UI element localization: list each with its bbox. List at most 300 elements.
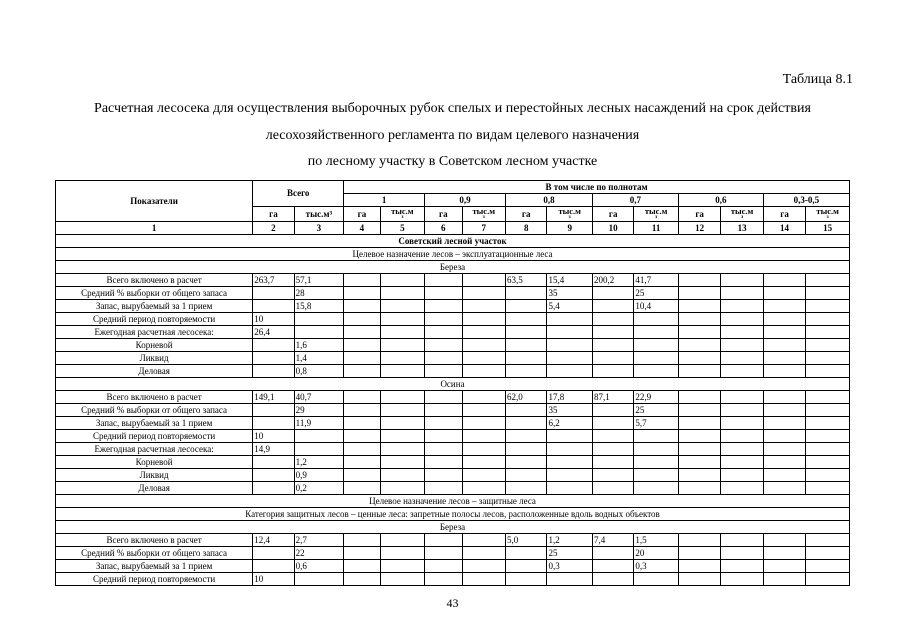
table-row	[56, 443, 850, 456]
table-row	[56, 469, 850, 482]
table-row	[56, 417, 850, 430]
section-species-birch-label: Береза	[56, 261, 850, 274]
table-cell: 22,9	[634, 391, 678, 404]
table-cell	[344, 547, 380, 560]
table-cell	[592, 560, 633, 573]
table-cell	[721, 287, 763, 300]
table-cell	[380, 482, 424, 495]
table-row	[56, 404, 850, 417]
table-cell	[380, 443, 424, 456]
header-density-3: 0,7	[592, 194, 678, 207]
row-label: Запас, вырубаемый за 1 прием	[56, 417, 253, 430]
row-label: Всего включено в расчет	[56, 391, 253, 404]
column-number: 9	[547, 222, 593, 235]
table-cell	[721, 534, 763, 547]
table-cell	[721, 443, 763, 456]
table-cell	[721, 430, 763, 443]
table-cell	[678, 287, 720, 300]
table-cell	[678, 326, 720, 339]
table-cell	[462, 391, 505, 404]
table-cell	[678, 443, 720, 456]
table-cell	[806, 417, 850, 430]
table-cell	[505, 326, 546, 339]
table-row	[56, 274, 850, 287]
table-cell	[721, 573, 763, 586]
table-cell	[806, 352, 850, 365]
table-row	[56, 560, 850, 573]
table-cell	[592, 326, 633, 339]
table-cell	[678, 391, 720, 404]
header-unit-ha: га	[592, 207, 633, 222]
table-cell	[462, 326, 505, 339]
table-cell	[344, 560, 380, 573]
column-number: 6	[425, 222, 462, 235]
table-cell	[763, 469, 805, 482]
table-cell	[763, 534, 805, 547]
column-number: 7	[462, 222, 505, 235]
table-cell: 14,9	[253, 443, 294, 456]
row-label: Средний период повторяемости	[56, 430, 253, 443]
column-number: 14	[763, 222, 805, 235]
table-cell	[763, 313, 805, 326]
header-unit-volume	[634, 207, 678, 222]
table-row	[56, 287, 850, 300]
table-cell: 25	[634, 404, 678, 417]
header-total: Всего	[253, 181, 344, 207]
column-number: 1	[56, 222, 253, 235]
row-label: Деловая	[56, 482, 253, 495]
unit-volume-sub: з	[826, 215, 829, 220]
table-cell	[634, 469, 678, 482]
table-cell	[253, 300, 294, 313]
table-cell	[806, 274, 850, 287]
table-cell	[634, 456, 678, 469]
table-row	[56, 352, 850, 365]
table-cell	[425, 534, 462, 547]
table-cell	[678, 573, 720, 586]
table-cell: 35	[547, 287, 593, 300]
table-cell	[253, 482, 294, 495]
table-cell	[547, 352, 593, 365]
table-cell	[380, 573, 424, 586]
table-cell	[721, 365, 763, 378]
table-cell	[505, 456, 546, 469]
table-row	[56, 482, 850, 495]
table-row	[56, 456, 850, 469]
table-cell	[253, 287, 294, 300]
table-cell	[634, 326, 678, 339]
unit-volume-main: тыс.м	[816, 206, 839, 216]
table-cell	[592, 573, 633, 586]
column-number: 4	[344, 222, 380, 235]
table-cell	[592, 430, 633, 443]
table-cell	[505, 469, 546, 482]
table-cell	[425, 560, 462, 573]
table-cell	[425, 313, 462, 326]
table-cell: 28	[294, 287, 344, 300]
row-label: Ликвид	[56, 352, 253, 365]
table-cell	[634, 482, 678, 495]
table-cell: 20	[634, 547, 678, 560]
table-cell: 15,8	[294, 300, 344, 313]
table-cell	[425, 391, 462, 404]
header-unit-ha: га	[344, 207, 380, 222]
table-cell	[380, 339, 424, 352]
table-cell	[763, 482, 805, 495]
table-cell	[462, 443, 505, 456]
table-cell: 62,0	[505, 391, 546, 404]
table-cell	[592, 456, 633, 469]
header-unit-volume	[462, 207, 505, 222]
unit-volume-text	[645, 207, 668, 220]
table-cell: 0,6	[294, 560, 344, 573]
unit-volume-sub: з	[568, 215, 571, 220]
table-cell	[592, 482, 633, 495]
section-species-aspen	[56, 378, 850, 391]
table-cell: 87,1	[592, 391, 633, 404]
section-purpose-exploitation-label: Целевое назначение лесов – эксплуатационные леса	[56, 248, 850, 261]
table-cell: 5,0	[505, 534, 546, 547]
table-cell	[425, 469, 462, 482]
table-cell	[806, 300, 850, 313]
table-cell: 2,7	[294, 534, 344, 547]
table-cell	[763, 430, 805, 443]
table-cell	[462, 300, 505, 313]
table-cell	[721, 391, 763, 404]
table-cell	[505, 573, 546, 586]
table-cell	[505, 339, 546, 352]
table-cell	[634, 339, 678, 352]
table-cell: 7,4	[592, 534, 633, 547]
row-label: Средний % выборки от общего запаса	[56, 404, 253, 417]
unit-volume-text	[391, 207, 414, 220]
table-cell	[294, 313, 344, 326]
section-species-aspen-label: Осина	[56, 378, 850, 391]
table-cell	[253, 404, 294, 417]
table-cell: 149,1	[253, 391, 294, 404]
table-cell	[462, 313, 505, 326]
table-cell	[505, 443, 546, 456]
header-unit-ha: га	[505, 207, 546, 222]
table-cell: 0,9	[294, 469, 344, 482]
table-cell	[806, 430, 850, 443]
table-cell	[763, 560, 805, 573]
unit-volume-text	[816, 207, 839, 220]
table-cell	[425, 547, 462, 560]
table-cell	[763, 547, 805, 560]
unit-volume-main: тыс.м	[644, 206, 668, 216]
table-cell	[380, 430, 424, 443]
header-unit-volume	[721, 207, 763, 222]
table-cell	[592, 352, 633, 365]
table-cell	[763, 417, 805, 430]
table-cell: 57,1	[294, 274, 344, 287]
row-label: Запас, вырубаемый за 1 прием	[56, 300, 253, 313]
table-cell	[380, 534, 424, 547]
table-cell	[380, 391, 424, 404]
column-number-row	[56, 222, 850, 235]
header-density-5: 0,3-0,5	[763, 194, 849, 207]
table-cell	[380, 417, 424, 430]
row-label: Деловая	[56, 365, 253, 378]
table-cell	[294, 326, 344, 339]
table-cell	[806, 313, 850, 326]
table-cell	[634, 352, 678, 365]
header-by-density: В том числе по полнотам	[344, 181, 850, 194]
table-cell	[678, 482, 720, 495]
header-density-0: 1	[344, 194, 425, 207]
table-cell: 200,2	[592, 274, 633, 287]
row-label: Ежегодная расчетная лесосека:	[56, 326, 253, 339]
table-cell	[592, 339, 633, 352]
table-cell	[462, 417, 505, 430]
table-cell	[592, 287, 633, 300]
table-cell	[294, 573, 344, 586]
table-cell	[721, 469, 763, 482]
table-cell: 35	[547, 404, 593, 417]
unit-volume-sub: з	[482, 215, 485, 220]
table-cell: 0,3	[547, 560, 593, 573]
table-cell: 15,4	[547, 274, 593, 287]
table-cell: 1,2	[294, 456, 344, 469]
table-cell	[547, 469, 593, 482]
table-cell	[806, 404, 850, 417]
table-cell	[462, 573, 505, 586]
table-cell	[344, 404, 380, 417]
table-cell	[763, 326, 805, 339]
table-cell	[763, 300, 805, 313]
unit-volume-text	[558, 207, 581, 220]
table-cell	[721, 404, 763, 417]
table-title-line-1: Расчетная лесосека для осуществления выборочных рубок спелых и перестойных лесных насаждений на срок действия	[94, 101, 811, 116]
header-unit-volume: тыс.м³	[294, 207, 344, 222]
section-district	[56, 235, 850, 248]
row-label: Средний период повторяемости	[56, 313, 253, 326]
table-row	[56, 326, 850, 339]
table-cell	[253, 339, 294, 352]
table-cell	[721, 456, 763, 469]
table-cell	[462, 534, 505, 547]
table-cell: 0,2	[294, 482, 344, 495]
table-cell	[425, 287, 462, 300]
table-cell	[462, 274, 505, 287]
row-label: Всего включено в расчет	[56, 274, 253, 287]
table-cell	[763, 274, 805, 287]
column-number: 12	[678, 222, 720, 235]
table-cell	[425, 326, 462, 339]
table-cell	[634, 443, 678, 456]
table-row	[56, 365, 850, 378]
table-cell	[678, 534, 720, 547]
unit-volume-main: тыс.м	[391, 206, 414, 216]
table-cell	[634, 430, 678, 443]
column-number: 13	[721, 222, 763, 235]
column-number: 5	[380, 222, 424, 235]
table-cell	[344, 300, 380, 313]
table-cell	[678, 339, 720, 352]
table-row	[56, 534, 850, 547]
table-cell	[380, 313, 424, 326]
column-number: 11	[634, 222, 678, 235]
table-cell: 0,8	[294, 365, 344, 378]
table-cell	[344, 365, 380, 378]
table-cell: 26,4	[253, 326, 294, 339]
table-row	[56, 547, 850, 560]
table-cell	[425, 352, 462, 365]
table-cell	[425, 443, 462, 456]
row-label: Корневой	[56, 456, 253, 469]
header-indicators: Показатели	[56, 181, 253, 222]
table-cell	[505, 430, 546, 443]
table-cell	[505, 287, 546, 300]
table-cell	[763, 339, 805, 352]
column-number: 3	[294, 222, 344, 235]
column-number: 2	[253, 222, 294, 235]
section-purpose-protective	[56, 495, 850, 508]
table-cell	[763, 456, 805, 469]
table-cell	[253, 365, 294, 378]
table-cell	[505, 560, 546, 573]
row-label: Средний период повторяемости	[56, 573, 253, 586]
unit-volume-sub: з	[401, 215, 404, 220]
table-cell	[592, 469, 633, 482]
table-title-line-3: по лесному участку в Советском лесном участке	[307, 154, 598, 169]
table-cell	[344, 430, 380, 443]
table-cell: 17,8	[547, 391, 593, 404]
table-cell	[380, 547, 424, 560]
table-cell	[634, 313, 678, 326]
table-cell	[344, 443, 380, 456]
table-cell	[721, 352, 763, 365]
table-cell	[634, 365, 678, 378]
table-cell	[253, 547, 294, 560]
row-label: Средний % выборки от общего запаса	[56, 547, 253, 560]
table-cell: 1,6	[294, 339, 344, 352]
table-cell	[380, 560, 424, 573]
table-cell	[678, 560, 720, 573]
table-cell	[380, 352, 424, 365]
table-cell	[462, 352, 505, 365]
table-cell	[253, 456, 294, 469]
row-label: Средний % выборки от общего запаса	[56, 287, 253, 300]
table-cell	[678, 417, 720, 430]
section-protective-category-label: Категория защитных лесов – ценные леса: запретные полосы лесов, расположенные вдоль водных объектов	[56, 508, 850, 521]
table-cell	[253, 469, 294, 482]
table-cell	[253, 352, 294, 365]
table-cell	[592, 417, 633, 430]
section-species-birch	[56, 261, 850, 274]
unit-volume-sub: з	[655, 215, 658, 220]
table-cell	[721, 300, 763, 313]
table-cell	[380, 300, 424, 313]
table-cell	[763, 391, 805, 404]
table-cell	[344, 391, 380, 404]
table-cell	[425, 300, 462, 313]
table-cell	[763, 365, 805, 378]
table-cell: 40,7	[294, 391, 344, 404]
table-cell	[547, 430, 593, 443]
table-cell: 11,9	[294, 417, 344, 430]
table-cell	[380, 456, 424, 469]
section-purpose-protective-label: Целевое назначение лесов – защитные леса	[56, 495, 850, 508]
table-cell	[678, 456, 720, 469]
table-row	[56, 300, 850, 313]
table-cell	[505, 300, 546, 313]
unit-volume-text	[472, 207, 495, 220]
header-unit-ha: га	[678, 207, 720, 222]
table-cell	[344, 482, 380, 495]
table-cell	[721, 547, 763, 560]
table-cell	[806, 482, 850, 495]
table-cell	[505, 365, 546, 378]
table-cell	[344, 339, 380, 352]
header-unit-ha: га	[425, 207, 462, 222]
table-cell	[806, 339, 850, 352]
page-number: 43	[446, 596, 459, 610]
table-cell: 29	[294, 404, 344, 417]
table-cell: 1,5	[634, 534, 678, 547]
table-cell	[462, 365, 505, 378]
table-cell	[505, 547, 546, 560]
table-cell	[425, 417, 462, 430]
table-cell: 41,7	[634, 274, 678, 287]
table-cell	[678, 547, 720, 560]
header-density-1: 0,9	[425, 194, 506, 207]
table-row	[56, 391, 850, 404]
table-cell: 10	[253, 313, 294, 326]
table-cell	[462, 430, 505, 443]
cutting-area-table	[55, 180, 850, 586]
table-cell	[678, 404, 720, 417]
table-cell	[547, 456, 593, 469]
table-cell: 10	[253, 573, 294, 586]
table-cell	[721, 326, 763, 339]
table-cell	[505, 404, 546, 417]
table-cell	[344, 352, 380, 365]
table-cell	[721, 339, 763, 352]
table-cell	[592, 365, 633, 378]
table-cell: 10,4	[634, 300, 678, 313]
header-unit-volume	[380, 207, 424, 222]
table-row	[56, 430, 850, 443]
table-cell	[547, 313, 593, 326]
header-unit-ha: га	[253, 207, 294, 222]
table-cell	[344, 274, 380, 287]
table-cell	[806, 365, 850, 378]
unit-volume-main: тыс.м	[730, 206, 754, 216]
table-cell	[634, 573, 678, 586]
table-cell: 0,3	[634, 560, 678, 573]
table-cell	[678, 352, 720, 365]
table-cell	[462, 560, 505, 573]
table-cell	[505, 313, 546, 326]
table-cell: 5,7	[634, 417, 678, 430]
table-cell: 6,2	[547, 417, 593, 430]
table-cell	[592, 300, 633, 313]
table-cell	[721, 417, 763, 430]
column-number: 8	[505, 222, 546, 235]
table-cell	[806, 469, 850, 482]
section-species-birch-2-label: Береза	[56, 521, 850, 534]
table-cell	[547, 339, 593, 352]
table-cell	[678, 313, 720, 326]
table-cell	[592, 443, 633, 456]
table-cell	[763, 404, 805, 417]
table-cell	[763, 352, 805, 365]
table-cell	[678, 300, 720, 313]
row-label: Всего включено в расчет	[56, 534, 253, 547]
table-cell	[294, 443, 344, 456]
